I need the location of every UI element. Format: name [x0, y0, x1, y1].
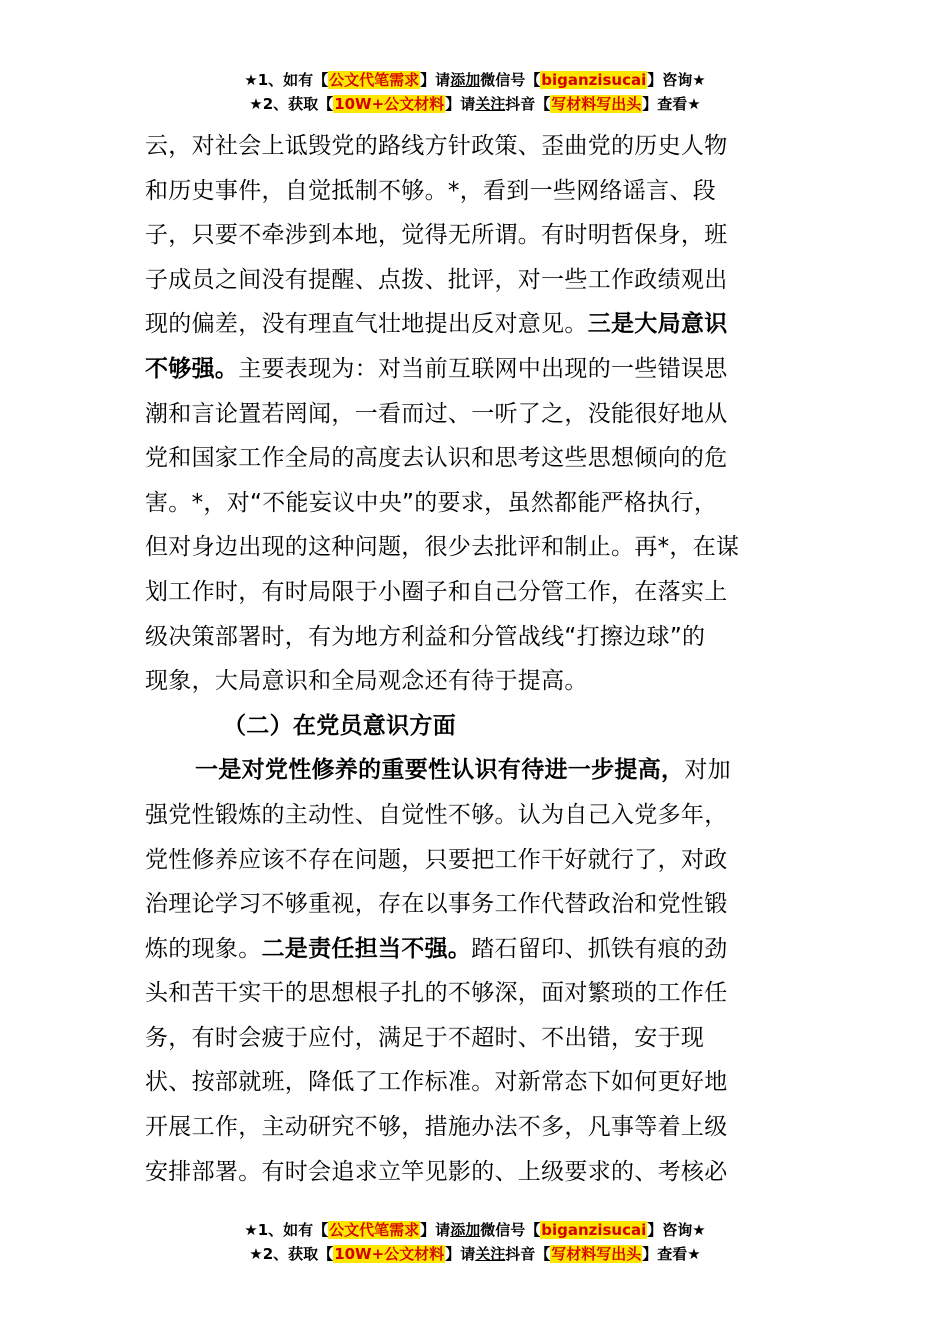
banner-highlight: 公文代笔需求 [329, 1221, 420, 1239]
text-line: 党性修养应该不存在问题，只要把工作干好就行了，对政 [145, 846, 728, 873]
banner-text: 微信号【 [480, 71, 541, 89]
text-line: 现象，大局意识和全局观念还有待于提高。 [145, 668, 588, 695]
banner-text: ★2、获取【 [249, 95, 334, 113]
header-banner [0, 68, 950, 116]
text-segment: 炼的现象。 [145, 935, 262, 962]
text-line: 治理论学习不够重视，存在以事务工作代替政治和党性锻 [145, 891, 728, 918]
banner-line-2 [0, 1242, 950, 1266]
text-line: 安排部署。有时会追求立竿见影的、上级要求的、考核必 [145, 1158, 728, 1185]
text-line: 潮和言论置若罔闻，一看而过、一听了之，没能很好地从 [145, 400, 728, 427]
banner-text: 】查看★ [642, 95, 701, 113]
text-line: 划工作时，有时局限于小圈子和自己分管工作，在落实上 [145, 578, 728, 605]
banner-text: 】咨询★ [647, 1221, 706, 1239]
banner-line-1 [0, 68, 950, 92]
banner-text: 】请 [445, 95, 476, 113]
banner-text: ★2、获取【 [249, 1245, 334, 1263]
banner-line-2 [0, 92, 950, 116]
document-body [145, 124, 805, 1194]
text-line: 党和国家工作全局的高度去认识和思考这些思想倾向的危 [145, 445, 728, 472]
banner-highlight: biganzisucai [541, 71, 647, 89]
banner-text: 】请 [445, 1245, 476, 1263]
text-line: 头和苦干实干的思想根子扎的不够深，面对繁琐的工作任 [145, 980, 728, 1007]
text-line: 状、按部就班，降低了工作标准。对新常态下如何更好地 [145, 1069, 728, 1096]
bold-point: 二是责任担当不强。 [261, 935, 472, 962]
text-line: 害。*，对“不能妄议中央”的要求，虽然都能严格执行， [145, 489, 718, 516]
text-line: 子，只要不牵涉到本地，觉得无所谓。有时明哲保身，班 [145, 222, 728, 249]
banner-text: 微信号【 [480, 1221, 541, 1239]
text-line [145, 347, 805, 392]
banner-highlight: 公文代笔需求 [329, 71, 420, 89]
banner-highlight: 写材料写出头 [551, 1245, 642, 1263]
banner-highlight: 10W+公文材料 [334, 1245, 445, 1263]
banner-text: 】查看★ [642, 1245, 701, 1263]
banner-underlined: 关注 [475, 95, 506, 113]
bold-point: 三是大局意识 [587, 311, 728, 338]
banner-text: 抖音【 [505, 1245, 551, 1263]
text-line: 云，对社会上诋毁党的路线方针政策、歪曲党的历史人物 [145, 133, 728, 159]
banner-line-1 [0, 1218, 950, 1242]
bold-point: 一是对党性修养的重要性认识有待进一步提高， [195, 757, 685, 784]
section-heading: （二）在党员意识方面 [223, 712, 456, 739]
text-line: 务，有时会疲于应付，满足于不超时、不出错，安于现 [145, 1024, 705, 1051]
banner-highlight: 写材料写出头 [551, 95, 642, 113]
banner-highlight: 10W+公文材料 [334, 95, 445, 113]
banner-text: 】咨询★ [647, 71, 706, 89]
text-line: 强党性锻炼的主动性、自觉性不够。认为自己入党多年， [145, 801, 728, 828]
bold-point: 不够强。 [145, 355, 239, 382]
footer-banner [0, 1218, 950, 1266]
banner-underlined: 添加 [450, 1221, 481, 1239]
banner-underlined: 添加 [450, 71, 481, 89]
text-line: 级决策部署时，有为地方利益和分管战线“打擦边球”的 [145, 623, 706, 650]
text-segment: 现的偏差，没有理直气壮地提出反对意见。 [145, 311, 588, 338]
banner-text: ★1、如有【 [244, 71, 329, 89]
text-segment: 主要表现为：对当前互联网中出现的一些错误思 [238, 355, 728, 382]
banner-text: ★1、如有【 [244, 1221, 329, 1239]
banner-text: 抖音【 [505, 95, 551, 113]
text-line [145, 748, 805, 793]
banner-text: 】请 [420, 71, 451, 89]
text-line: 但对身边出现的这种问题，很少去批评和制止。再*，在谋 [145, 534, 740, 561]
banner-text: 】请 [420, 1221, 451, 1239]
banner-underlined: 关注 [475, 1245, 506, 1263]
text-line [145, 302, 805, 347]
text-line: 开展工作，主动研究不够，措施办法不多，凡事等着上级 [145, 1114, 728, 1141]
text-line: 和历史事件，自觉抵制不够。*，看到一些网络谣言、段 [145, 177, 716, 204]
text-segment: 踏石留印、抓铁有痕的劲 [471, 935, 728, 962]
banner-highlight: biganzisucai [541, 1221, 647, 1239]
text-segment: 对加 [684, 757, 731, 784]
text-line: 子成员之间没有提醒、点拨、批评，对一些工作政绩观出 [145, 266, 728, 293]
text-line [145, 927, 805, 972]
